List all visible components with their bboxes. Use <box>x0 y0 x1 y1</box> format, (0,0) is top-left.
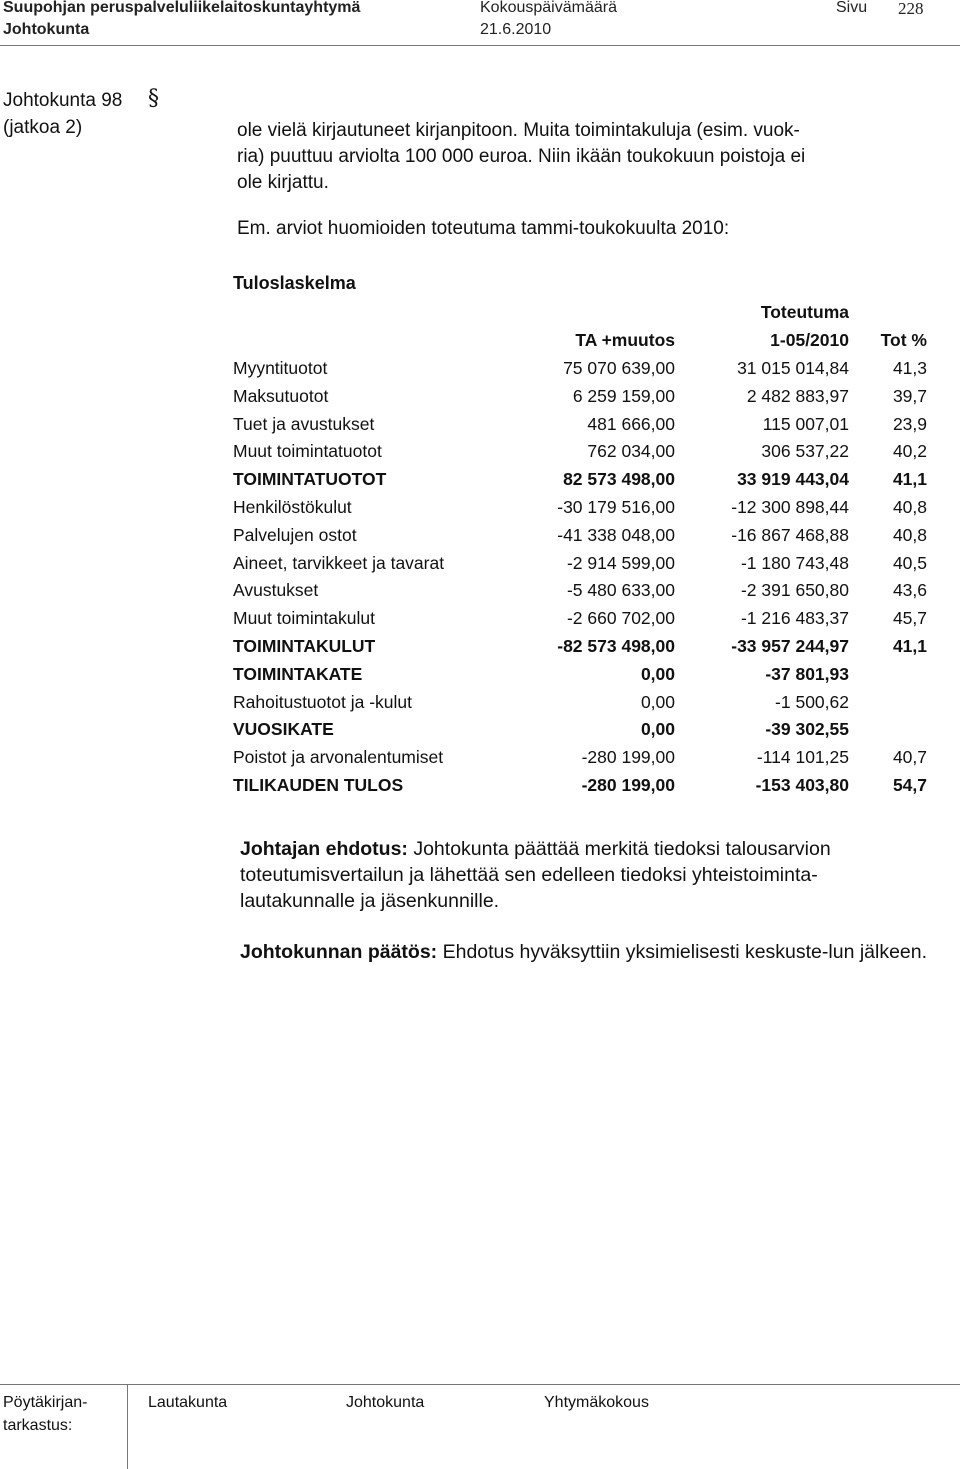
row-budget-value: 0,00 <box>640 719 675 740</box>
meeting-date: 21.6.2010 <box>480 21 552 38</box>
row-actual-value: -1 216 483,37 <box>740 608 849 629</box>
row-percent-value: 40,7 <box>892 747 927 768</box>
decision-label: Johtokunnan päätös: <box>240 941 438 963</box>
row-actual-value: -16 867 468,88 <box>731 524 849 545</box>
row-actual-value: 2 482 883,97 <box>746 385 849 406</box>
proposal-text: Johtokunta päättää merkitä tiedoksi talousarvion toteutumisvertailun ja lähettää sen edelleen tiedoksi yhteistoiminta-lautakunnalle ja jäsenkunnille. <box>240 838 831 912</box>
row-percent-value: 40,2 <box>892 441 927 462</box>
row-actual-value: 306 537,22 <box>761 441 849 462</box>
page-number: 228 <box>898 0 924 18</box>
review-label-continued: tarkastus: <box>3 1417 73 1434</box>
row-actual-value: -1 180 743,48 <box>740 552 849 573</box>
row-budget-value: -41 338 048,00 <box>557 524 675 545</box>
row-percent-value: 40,8 <box>892 524 927 545</box>
proposal-label: Johtajan ehdotus: <box>240 838 408 860</box>
row-percent-value: 41,1 <box>892 469 927 490</box>
decision-text: Ehdotus hyväksyttiin yksimielisesti keskuste-lun jälkeen. <box>437 941 928 963</box>
footer-column-divider <box>127 1385 128 1469</box>
row-actual-value: -2 391 650,80 <box>740 580 849 601</box>
row-label: TOIMINTATUOTOT <box>233 469 387 490</box>
footer-board: Lautakunta <box>148 1394 228 1411</box>
row-actual-value: 115 007,01 <box>762 413 849 434</box>
row-label: Myyntituotot <box>233 358 328 378</box>
row-label: Aineet, tarvikkeet ja tavarat <box>233 552 445 573</box>
row-percent-value: 23,9 <box>892 413 927 434</box>
column-header-percent: Tot % <box>880 330 927 350</box>
row-actual-value: -37 801,93 <box>765 663 849 684</box>
row-percent-value: 43,6 <box>892 580 927 601</box>
row-actual-value: 31 015 014,84 <box>737 358 849 378</box>
row-label: Tuet ja avustukset <box>233 413 375 434</box>
row-label: TOIMINTAKATE <box>233 663 363 684</box>
section-label: Johtokunta 98 <box>3 90 123 111</box>
row-budget-value: -30 179 516,00 <box>557 497 675 517</box>
row-budget-value: 75 070 639,00 <box>563 358 675 378</box>
row-budget-value: -5 480 633,00 <box>566 580 675 601</box>
director-proposal <box>240 836 930 914</box>
row-actual-value: -12 300 898,44 <box>731 497 849 517</box>
board-decision <box>240 939 930 965</box>
row-percent-value: 39,7 <box>892 385 927 406</box>
row-actual-value: 33 919 443,04 <box>737 469 849 490</box>
row-actual-value: -1 500,62 <box>775 691 849 712</box>
row-budget-value: -2 660 702,00 <box>566 608 675 629</box>
row-label: TILIKAUDEN TULOS <box>233 775 404 795</box>
column-header-actual: Toteutuma <box>760 302 849 322</box>
section-mark-icon: § <box>148 86 159 111</box>
row-label: Rahoitustuotot ja -kulut <box>233 691 412 712</box>
header-divider <box>0 45 960 46</box>
footer-executive: Johtokunta <box>346 1394 425 1411</box>
row-budget-value: 0,00 <box>640 691 675 712</box>
row-budget-value: -82 573 498,00 <box>557 636 675 656</box>
row-budget-value: -280 199,00 <box>581 775 675 795</box>
row-label: TOIMINTAKULUT <box>233 636 376 656</box>
row-budget-value: -280 199,00 <box>581 747 675 768</box>
row-percent-value: 40,8 <box>892 497 927 517</box>
row-label: Poistot ja arvonalentumiset <box>233 747 444 768</box>
row-label: Maksutuotot <box>233 385 329 406</box>
row-budget-value: 481 666,00 <box>587 413 675 434</box>
row-budget-value: 0,00 <box>640 663 675 684</box>
row-label: Henkilöstökulut <box>233 497 352 517</box>
row-percent-value: 45,7 <box>892 608 927 629</box>
row-budget-value: 762 034,00 <box>587 441 675 462</box>
row-label: Muut toimintatuotot <box>233 441 382 462</box>
organization-name: Suupohjan peruspalveluliikelaitoskuntayhtymä <box>3 0 361 16</box>
row-actual-value: -114 101,25 <box>756 747 849 768</box>
footer-assembly: Yhtymäkokous <box>544 1394 649 1411</box>
row-budget-value: 82 573 498,00 <box>563 469 675 490</box>
row-label: Palvelujen ostot <box>233 524 357 545</box>
row-label: Muut toimintakulut <box>233 608 376 629</box>
row-actual-value: -39 302,55 <box>765 719 849 740</box>
row-actual-value: -33 957 244,97 <box>731 636 849 656</box>
governing-body: Johtokunta <box>3 21 90 38</box>
row-percent-value: 40,5 <box>892 552 927 573</box>
continuation-label: (jatkoa 2) <box>3 117 83 138</box>
intro-paragraph: ole vielä kirjautuneet kirjanpitoon. Muita toimintakuluja (esim. vuok- ria) puuttuu arviolta 100 000 euroa. Niin ikään toukokuun poistoja ei ole kirjattu. <box>237 120 806 193</box>
row-percent-value: 41,1 <box>892 636 927 656</box>
review-label: Pöytäkirjan- <box>3 1394 88 1411</box>
estimate-paragraph: Em. arviot huomioiden toteutuma tammi-toukokuulta 2010: <box>237 218 730 239</box>
row-label: Avustukset <box>233 580 319 601</box>
row-percent-value: 54,7 <box>892 775 927 795</box>
footer-divider <box>0 1384 960 1385</box>
row-actual-value: -153 403,80 <box>755 775 849 795</box>
meeting-date-label: Kokouspäivämäärä <box>480 0 617 16</box>
row-budget-value: 6 259 159,00 <box>572 385 675 406</box>
row-budget-value: -2 914 599,00 <box>566 552 675 573</box>
table-title: Tuloslaskelma <box>233 273 356 293</box>
column-header-period: 1-05/2010 <box>770 330 849 350</box>
row-percent-value: 41,3 <box>892 358 927 378</box>
column-header-budget: TA +muutos <box>575 330 675 350</box>
page-label: Sivu <box>836 0 868 16</box>
row-label: VUOSIKATE <box>233 719 334 740</box>
